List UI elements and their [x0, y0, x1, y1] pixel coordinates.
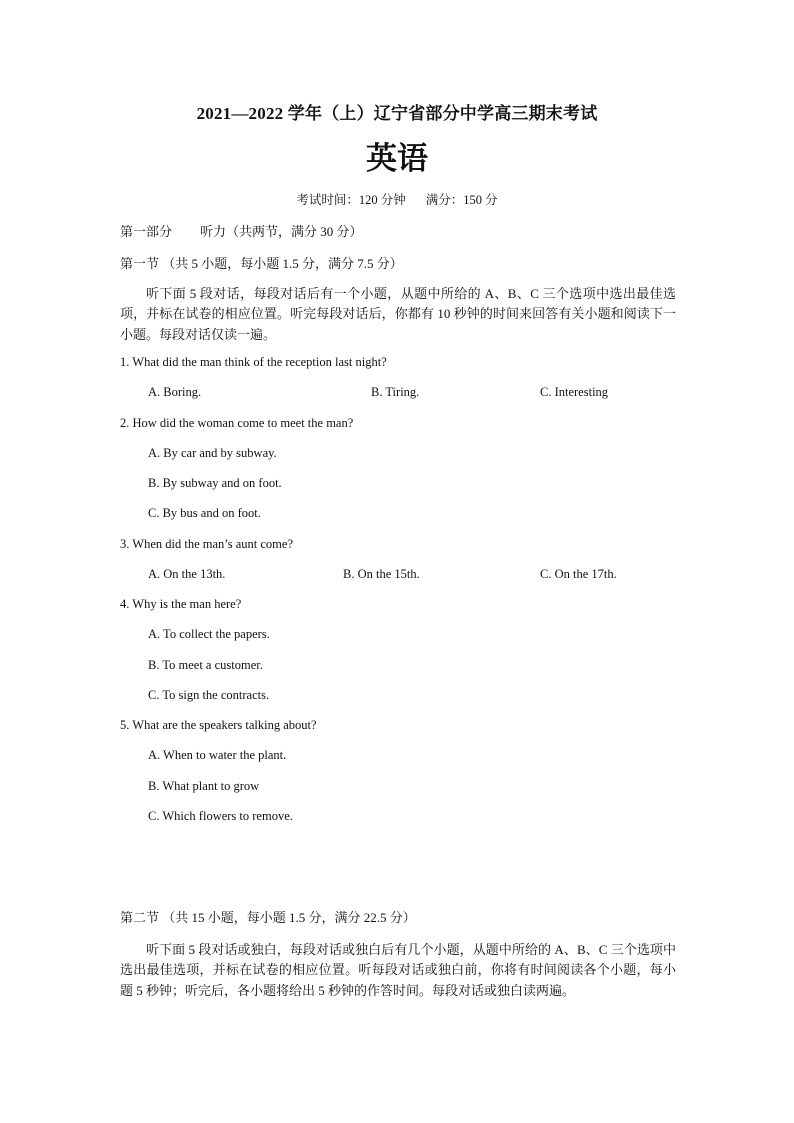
question-1-option-c: C. Interesting — [540, 385, 609, 399]
question-3-option-b: B. On the 15th. — [343, 567, 420, 581]
section2-instructions — [120, 940, 676, 1001]
question-1-option-b: B. Tiring. — [371, 385, 420, 399]
question-5-option-b: B. What plant to grow — [148, 779, 260, 793]
section1-heading: 第一节 （共 5 小题，每小题 1.5 分，满分 7.5 分） — [120, 256, 403, 271]
section2-heading: 第二节 （共 15 小题，每小题 1.5 分，满分 22.5 分） — [120, 910, 416, 925]
question-3-option-c: C. On the 17th. — [540, 567, 617, 581]
section1-instructions-text: 听下面 5 段对话，每段对话后有一个小题，从题中所给的 A、B、C 三个选项中选出最佳选项，并标在试卷的相应位置。听完每段对话后，你都有 10 秒钟的时间来回答有关小题和阅读下一小题。每段对话仅读一遍。 — [120, 286, 676, 342]
subject-title: 英语 — [366, 141, 428, 176]
question-3-option-a: A. On the 13th. — [148, 567, 226, 581]
question-3-stem: 3. When did the man’s aunt come? — [120, 537, 293, 551]
question-5-option-a: A. When to water the plant. — [148, 748, 287, 762]
question-4-option-b: B. To meet a customer. — [148, 658, 263, 672]
question-4-option-a: A. To collect the papers. — [148, 627, 270, 641]
question-2-option-c: C. By bus and on foot. — [148, 506, 261, 520]
question-1-option-a: A. Boring. — [148, 385, 202, 399]
section2-instructions-text: 听下面 5 段对话或独白，每段对话或独白后有几个小题，从题中所给的 A、B、C 三个选项中选出最佳选项，并标在试卷的相应位置。听每段对话或独白前，你将有时间阅读各个小题，每小题 5 秒钟；听完后，各小题将给出 5 秒钟的作答时间。每段对话或独白读两遍。 — [120, 942, 676, 998]
exam-meta — [0, 190, 794, 208]
question-4-stem: 4. Why is the man here? — [120, 597, 242, 611]
question-2-stem: 2. How did the woman come to meet the man? — [120, 416, 354, 430]
question-1-stem: 1. What did the man think of the reception last night? — [120, 355, 387, 369]
part-title: 听力（共两节，满分 30 分） — [200, 224, 363, 239]
exam-title: 2021—2022 学年（上）辽宁省部分中学高三期末考试 — [196, 104, 598, 123]
exam-time: 考试时间：120 分钟 — [296, 193, 406, 207]
part-label: 第一部分 — [120, 224, 173, 239]
question-4-option-c: C. To sign the contracts. — [148, 688, 270, 702]
question-2-option-a: A. By car and by subway. — [148, 446, 277, 460]
question-5-option-c: C. Which flowers to remove. — [148, 809, 293, 823]
section1-instructions — [120, 284, 676, 345]
part-heading — [120, 221, 363, 240]
question-5-stem: 5. What are the speakers talking about? — [120, 718, 317, 732]
exam-score: 满分：150 分 — [425, 193, 498, 207]
question-2-option-b: B. By subway and on foot. — [148, 476, 282, 490]
